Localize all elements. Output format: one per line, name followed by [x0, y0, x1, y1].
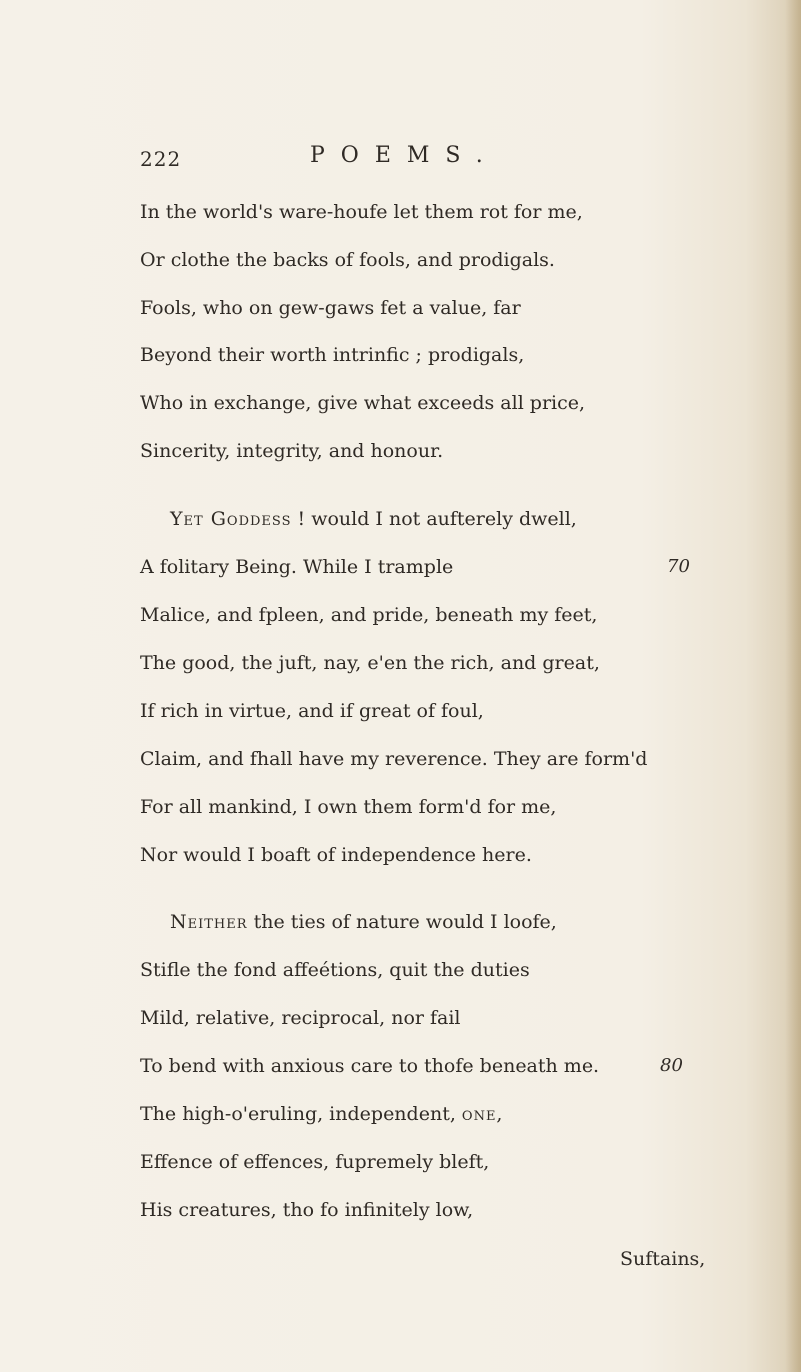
verse-line: The good, the juft, nay, e'en the rich, and great, — [140, 652, 600, 674]
stanza-lead-word: Yet Goddess — [170, 508, 292, 530]
line-number: 80 — [660, 1055, 683, 1076]
verse-line: His creatures, tho fo infinitely low, — [140, 1199, 474, 1221]
verse-line: Claim, and fhall have my reverence. They are form'd — [140, 748, 648, 770]
verse-line: Sincerity, integrity, and honour. — [140, 440, 444, 462]
verse-line: Beyond their worth intrinfic ; prodigals, — [140, 344, 525, 366]
verse-line: A folitary Being. While I trample — [140, 556, 454, 578]
verse-line: For all mankind, I own them form'd for me, — [140, 796, 557, 818]
verse-line: Effence of effences, fupremely bleft, — [140, 1151, 490, 1173]
verse-line: Yet Goddess ! would I not aufterely dwell, — [170, 508, 577, 530]
catchword: Suftains, — [620, 1248, 706, 1270]
verse-line: Fools, who on gew-gaws fet a value, far — [140, 297, 521, 319]
stanza-lead-word: Neither — [170, 911, 248, 933]
verse-line: Neither the ties of nature would I loofe, — [170, 911, 557, 933]
running-header — [140, 143, 660, 177]
verse-line: Nor would I boaft of independence here. — [140, 844, 532, 866]
verse-line: Stifle the fond affeétions, quit the duties — [140, 959, 530, 981]
verse-line: If rich in virtue, and if great of foul, — [140, 700, 484, 722]
verse-line: To bend with anxious care to thofe beneath me. — [140, 1055, 600, 1077]
page-number: 222 — [140, 147, 182, 171]
verse-line: In the world's ware-houfe let them rot for me, — [140, 201, 583, 223]
verse-line: Malice, and fpleen, and pride, beneath my feet, — [140, 604, 598, 626]
line-number: 70 — [667, 556, 690, 577]
verse-line: The high-o'eruling, independent, one, — [140, 1103, 504, 1125]
page-edge-shadow — [785, 0, 801, 1372]
verse-line: Or clothe the backs of fools, and prodigals. — [140, 249, 555, 271]
verse-line: Mild, relative, reciprocal, nor fail — [140, 1007, 461, 1029]
running-title: POEMS. — [310, 143, 499, 168]
verse-line: Who in exchange, give what exceeds all price, — [140, 392, 586, 414]
